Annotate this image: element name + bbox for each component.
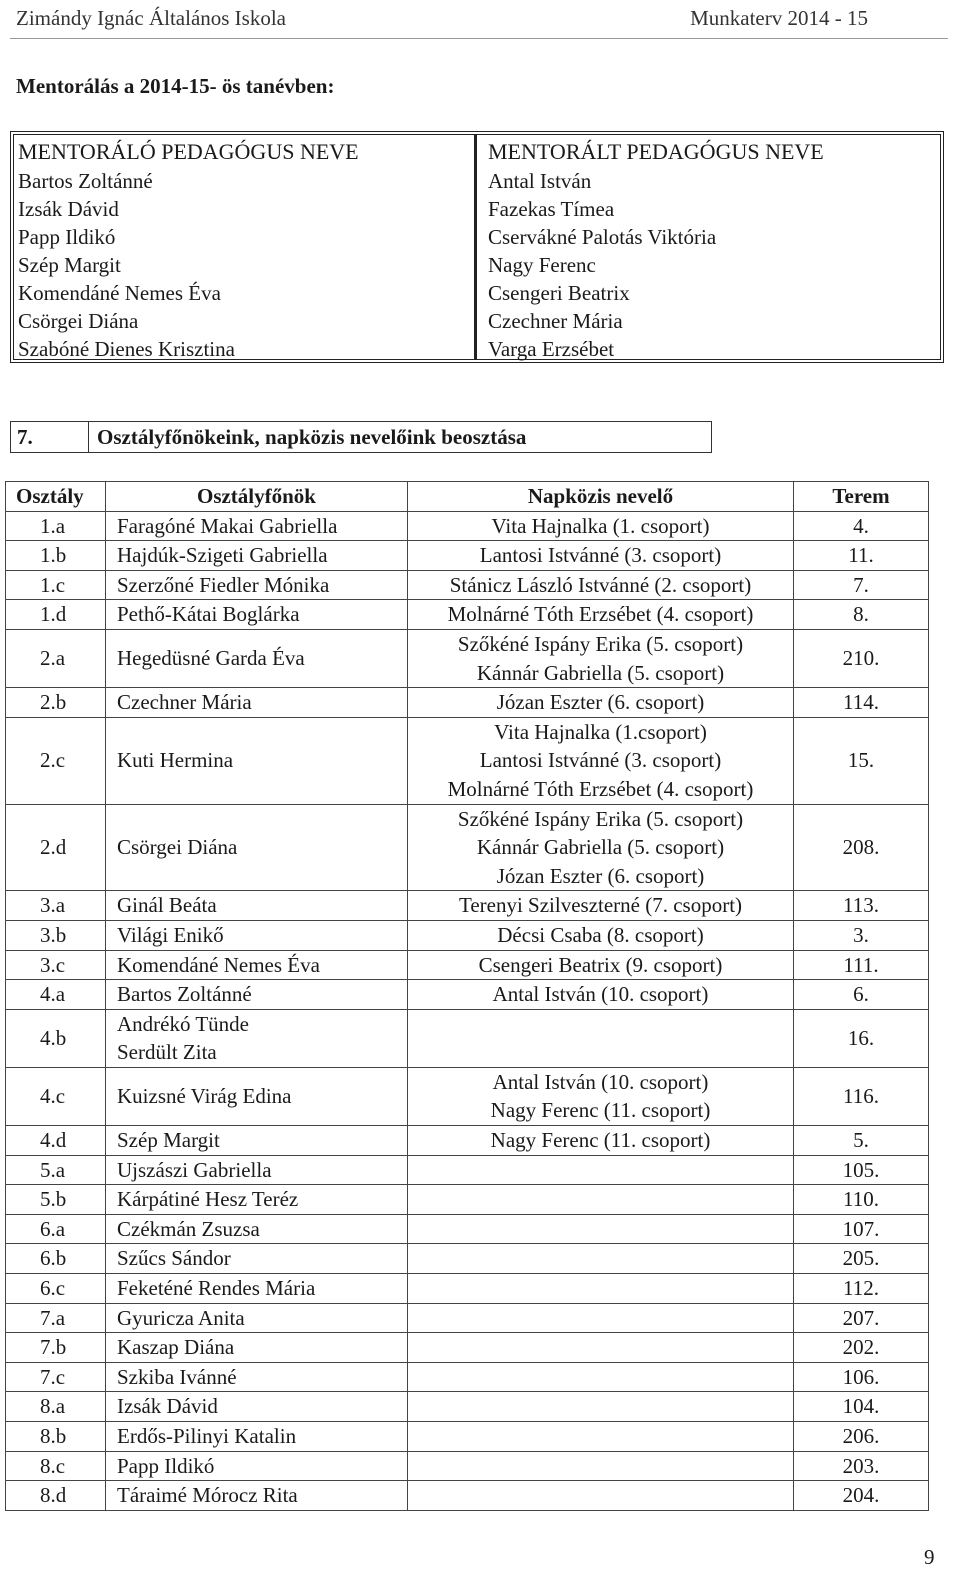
daycare-teacher: Vita Hajnalka (1.csoport) [494,719,707,744]
table-header-row [6,482,929,512]
daycare-cell [408,717,794,804]
table-row [6,1481,929,1511]
daycare-teacher: Csengeri Beatrix (9. csoport) [478,952,723,977]
class-cell: 1.a [6,511,106,541]
teacher-cell [106,1481,408,1511]
daycare-teacher: Józan Eszter (6. csoport) [496,690,705,715]
room-cell: 105. [794,1155,929,1185]
table-row [6,1362,929,1392]
daycare-cell [408,1392,794,1422]
daycare-cell [408,1214,794,1244]
daycare-teacher: Décsi Csaba (8. csoport) [497,922,704,947]
mentee-name: Antal István [488,169,592,193]
mentee-column-header: MENTORÁLT PEDAGÓGUS NEVE [488,139,824,164]
daycare-cell [408,1303,794,1333]
daycare-teacher: Lantosi Istvánné (3. csoport) [479,748,722,773]
teacher-name: Serdült Zita [117,1040,217,1065]
room-cell: 8. [794,600,929,630]
daycare-teacher: Szőkéné Ispány Erika (5. csoport) [457,806,744,831]
teacher-name: Ginál Beáta [117,893,217,918]
room-cell: 205. [794,1244,929,1274]
mentor-name: Papp Ildikó [18,225,116,249]
teacher-cell [106,629,408,687]
table-row [6,920,929,950]
table-row [6,891,929,921]
teacher-name: Világi Enikő [117,922,224,947]
class-cell: 3.c [6,950,106,980]
daycare-teacher: Antal István (10. csoport) [492,1069,709,1094]
mentee-name: Csengeri Beatrix [488,281,630,305]
daycare-cell [408,920,794,950]
teacher-name: Bartos Zoltánné [117,982,252,1007]
teacher-cell [106,688,408,718]
teacher-cell [106,1422,408,1452]
table-row [6,950,929,980]
room-cell: 113. [794,891,929,921]
teacher-cell [106,804,408,891]
table-row [6,688,929,718]
room-cell: 106. [794,1362,929,1392]
teacher-cell [106,1451,408,1481]
teacher-name: Ujszászi Gabriella [117,1157,272,1182]
mentor-name: Szabóné Dienes Krisztina [18,337,235,361]
teacher-cell [106,1362,408,1392]
table-row [6,1333,929,1363]
page-number: 9 [924,1545,935,1569]
teacher-name: Czechner Mária [117,690,252,715]
teacher-cell [106,920,408,950]
room-cell: 208. [794,804,929,891]
header-room: Terem [794,482,929,512]
class-cell: 5.a [6,1155,106,1185]
class-cell: 2.b [6,688,106,718]
class-cell: 8.c [6,1451,106,1481]
teacher-name: Czékmán Zsuzsa [117,1216,260,1241]
class-cell: 7.a [6,1303,106,1333]
mentee-column [477,135,940,359]
table-row [6,1126,929,1156]
class-cell: 4.c [6,1067,106,1125]
teacher-name: Gyuricza Anita [117,1305,245,1330]
table-row [6,1422,929,1452]
room-cell: 4. [794,511,929,541]
section-title: Osztályfőnökeink, napközis nevelőink beosztása [97,424,527,449]
teacher-name: Táraimé Mórocz Rita [117,1483,298,1508]
teacher-name: Szerzőné Fiedler Mónika [117,572,330,597]
class-cell: 4.a [6,980,106,1010]
teacher-name: Kuizsné Virág Edina [117,1084,292,1109]
daycare-cell [408,891,794,921]
daycare-teacher: Kánnár Gabriella (5. csoport) [476,660,725,685]
mentor-name: Izsák Dávid [18,197,119,221]
teacher-cell [106,1333,408,1363]
teacher-name: Csörgei Diána [117,835,238,860]
teacher-cell [106,1009,408,1067]
daycare-cell [408,1126,794,1156]
header-teacher: Osztályfőnök [106,482,408,512]
teacher-cell [106,541,408,571]
teacher-name: Papp Ildikó [117,1453,215,1478]
teacher-cell [106,980,408,1010]
daycare-teacher: Stánicz László Istvánné (2. csoport) [449,572,752,597]
class-cell: 2.d [6,804,106,891]
daycare-cell [408,804,794,891]
header-rule [10,38,948,39]
room-cell: 3. [794,920,929,950]
page-header [16,6,868,32]
table-row [6,511,929,541]
teacher-cell [106,1185,408,1215]
mentee-name: Czechner Mária [488,309,623,333]
daycare-teacher: Józan Eszter (6. csoport) [496,863,705,888]
teacher-cell [106,1244,408,1274]
daycare-cell [408,1422,794,1452]
room-cell: 112. [794,1274,929,1304]
teacher-name: Hegedüsné Garda Éva [117,646,305,671]
mentee-name: Nagy Ferenc [488,253,596,277]
room-cell: 203. [794,1451,929,1481]
mentor-name: Szép Margit [18,253,121,277]
teacher-cell [106,717,408,804]
section-number: 7. [11,422,89,452]
table-row [6,1451,929,1481]
room-cell: 7. [794,570,929,600]
table-row [6,1392,929,1422]
room-cell: 116. [794,1067,929,1125]
teacher-cell [106,1303,408,1333]
daycare-cell [408,1451,794,1481]
mentor-name: Komendáné Nemes Éva [18,281,221,305]
daycare-teacher: Lantosi Istvánné (3. csoport) [479,543,722,568]
teacher-name: Komendáné Nemes Éva [117,952,320,977]
teacher-cell [106,1126,408,1156]
class-cell: 8.d [6,1481,106,1511]
class-cell: 1.d [6,600,106,630]
teacher-name: Szkiba Ivánné [117,1364,237,1389]
mentor-list [18,167,474,363]
daycare-teacher: Vita Hajnalka (1. csoport) [491,513,710,538]
room-cell: 210. [794,629,929,687]
mentee-name: Fazekas Tímea [488,197,615,221]
room-cell: 5. [794,1126,929,1156]
table-row [6,1244,929,1274]
document-title: Munkaterv 2014 - 15 [690,6,868,30]
room-cell: 111. [794,950,929,980]
teacher-name: Erdős-Pilinyi Katalin [117,1424,297,1448]
mentee-name: Varga Erzsébet [488,337,615,361]
teacher-name: Szűcs Sándor [117,1246,231,1271]
room-cell: 202. [794,1333,929,1363]
table-row [6,1067,929,1125]
table-row [6,629,929,687]
teacher-cell [106,600,408,630]
room-cell: 114. [794,688,929,718]
daycare-cell [408,1274,794,1304]
class-cell: 3.a [6,891,106,921]
daycare-teacher: Szőkéné Ispány Erika (5. csoport) [457,631,744,656]
table-row [6,1009,929,1067]
daycare-cell [408,950,794,980]
room-cell: 110. [794,1185,929,1215]
mentor-column-header: MENTORÁLÓ PEDAGÓGUS NEVE [18,139,359,164]
mentoring-heading: Mentorálás a 2014-15- ös tanévben: [16,74,335,98]
teacher-name: Szép Margit [117,1128,220,1153]
teacher-cell [106,570,408,600]
mentor-name: Bartos Zoltánné [18,169,153,193]
daycare-teacher: Terenyi Szilveszterné (7. csoport) [458,893,743,918]
daycare-teacher: Molnárné Tóth Erzsébet (4. csoport) [447,776,754,801]
teacher-name: Andrékó Tünde [117,1011,249,1036]
teacher-cell [106,950,408,980]
class-table-body [6,511,929,1510]
mentor-column [14,135,477,359]
teacher-cell [106,891,408,921]
table-row [6,717,929,804]
teacher-name: Pethő-Kátai Boglárka [117,602,300,627]
teacher-name: Izsák Dávid [117,1394,218,1419]
teacher-name: Feketéné Rendes Mária [117,1276,316,1301]
class-cell: 7.c [6,1362,106,1392]
table-row [6,1214,929,1244]
room-cell: 15. [794,717,929,804]
table-row [6,1155,929,1185]
daycare-cell [408,688,794,718]
mentee-name: Cservákné Palotás Viktória [488,225,717,249]
room-cell: 11. [794,541,929,571]
daycare-cell [408,541,794,571]
daycare-cell [408,1067,794,1125]
daycare-cell [408,629,794,687]
daycare-teacher: Molnárné Tóth Erzsébet (4. csoport) [447,602,754,627]
table-row [6,570,929,600]
class-cell: 8.b [6,1422,106,1452]
table-row [6,1274,929,1304]
daycare-cell [408,1185,794,1215]
section-7-heading [10,421,712,453]
daycare-cell [408,1362,794,1392]
teacher-name: Hajdúk-Szigeti Gabriella [117,543,328,568]
teacher-cell [106,1067,408,1125]
daycare-cell [408,1481,794,1511]
class-cell: 6.b [6,1244,106,1274]
daycare-cell [408,511,794,541]
table-row [6,600,929,630]
daycare-teacher: Nagy Ferenc (11. csoport) [490,1128,711,1153]
room-cell: 6. [794,980,929,1010]
class-cell: 2.a [6,629,106,687]
class-cell: 4.b [6,1009,106,1067]
daycare-teacher: Antal István (10. csoport) [492,982,709,1007]
mentoring-table [10,131,944,363]
teacher-cell [106,1392,408,1422]
class-cell: 4.d [6,1126,106,1156]
room-cell: 207. [794,1303,929,1333]
header-class: Osztály [6,482,106,512]
class-cell: 7.b [6,1333,106,1363]
daycare-cell [408,600,794,630]
room-cell: 204. [794,1481,929,1511]
mentor-name: Csörgei Diána [18,309,139,333]
room-cell: 16. [794,1009,929,1067]
table-row [6,980,929,1010]
teacher-name: Kuti Hermina [117,748,234,773]
daycare-cell [408,1333,794,1363]
mentee-list [488,167,940,363]
class-cell: 8.a [6,1392,106,1422]
teacher-cell [106,1274,408,1304]
teacher-cell [106,1155,408,1185]
table-row [6,804,929,891]
room-cell: 206. [794,1422,929,1452]
class-cell: 6.c [6,1274,106,1304]
table-row [6,1185,929,1215]
teacher-name: Faragóné Makai Gabriella [117,513,338,538]
class-cell: 1.b [6,541,106,571]
header-daycare: Napközis nevelő [408,482,794,512]
class-cell: 1.c [6,570,106,600]
daycare-cell [408,1244,794,1274]
daycare-teacher: Kánnár Gabriella (5. csoport) [476,835,725,860]
class-cell: 2.c [6,717,106,804]
table-row [6,1303,929,1333]
room-cell: 107. [794,1214,929,1244]
teacher-name: Kárpátiné Hesz Teréz [117,1187,299,1212]
room-cell: 104. [794,1392,929,1422]
daycare-teacher: Nagy Ferenc (11. csoport) [490,1098,711,1123]
class-cell: 6.a [6,1214,106,1244]
daycare-cell [408,570,794,600]
daycare-cell [408,980,794,1010]
class-cell: 5.b [6,1185,106,1215]
teacher-name: Kaszap Diána [117,1335,235,1360]
daycare-cell [408,1155,794,1185]
class-assignment-table [5,481,929,1511]
table-row [6,541,929,571]
school-name: Zimándy Ignác Általános Iskola [16,6,287,30]
class-cell: 3.b [6,920,106,950]
teacher-cell [106,511,408,541]
daycare-cell [408,1009,794,1067]
teacher-cell [106,1214,408,1244]
